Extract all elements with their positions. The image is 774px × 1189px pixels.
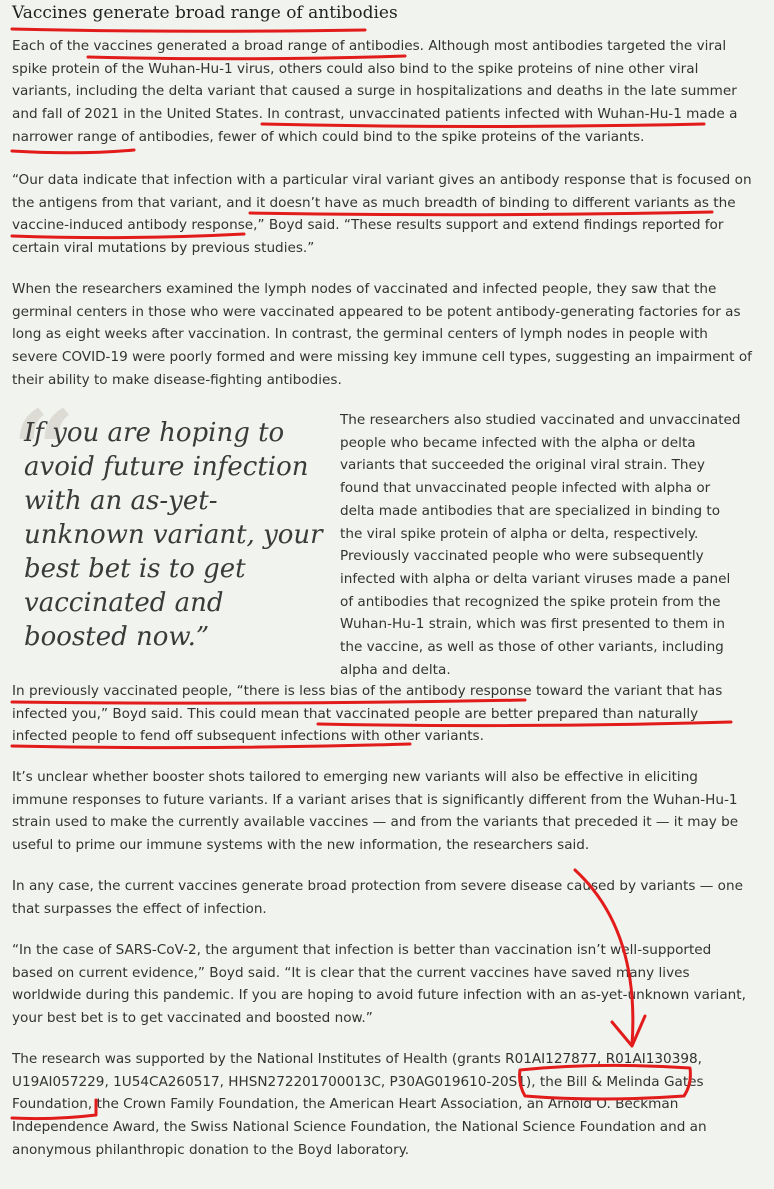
paragraph-boosters: It’s unclear whether booster shots tailored to emerging new variants will also be effective in eliciting immune responses to future variants. If a variant arises that is significantly different from the Wuhan-Hu-1 strain used to make the currently available vaccines — and from the variants that preceded it — it may be useful to prime our immune systems with the new information, the researchers said. xyxy=(12,769,739,854)
paragraph-alpha-delta: The researchers also studied vaccinated and unvaccinated people who became infected with the alpha or delta variants that succeeded the original viral strain. They found that unvaccinated people infected with alpha or delta made antibodies that are specialized in binding to the viral spike protein of alpha or delta, respectively. Previously vaccinated people who were subsequently infected with alpha or delta variant viruses made a panel of antibodies that recognized the spike protein from the Wuhan-Hu-1 strain, which was first presented to them in the vaccine, as well as those of other variants, including alpha and delta. xyxy=(340,412,741,678)
quote-mark-icon: “ xyxy=(12,386,76,515)
paragraph-less-bias: In previously vaccinated people, “there is less bias of the antibody response toward the variant that has infected you,” Boyd said. This could mean that vaccinated people are better prepared than naturally infected people to fend off subsequent infections with other variants. xyxy=(12,683,723,745)
paragraph-sars-cov-2-quote: “In the case of SARS-CoV-2, the argument that infection is better than vaccination isn’t well-supported based on current evidence,” Boyd said. “It is clear that the current vaccines have saved many lives worldwide during this pandemic. If you are hoping to avoid future infection with an as-yet-unknown variant, your best bet is to get vaccinated and boosted now.” xyxy=(12,942,746,1027)
paragraph-vaccine-breadth: Each of the vaccines generated a broad range of antibodies. Although most antibodies targeted the viral spike protein of the Wuhan-Hu-1 virus, others could also bind to the spike proteins of nine other viral variants, including the delta variant that caused a surge in hospitalizations and deaths in the late summer and fall of 2021 in the United States. In contrast, unvaccinated patients infected with Wuhan-Hu-1 made a narrower range of antibodies, fewer of which could bind to the spike proteins of the variants. xyxy=(12,38,738,145)
article-heading: Vaccines generate broad range of antibodies xyxy=(12,3,398,23)
underline-heading xyxy=(12,29,365,31)
pull-quote: If you are hoping to avoid future infection with an as-yet-unknown variant, your best bet is to get vaccinated and boosted now.” xyxy=(24,418,323,652)
paragraph-lymph-nodes: When the researchers examined the lymph nodes of vaccinated and infected people, they saw that the germinal centers in those who were vaccinated appeared to be potent antibody-generating factories for as long as eight weeks after vaccination. In contrast, the germinal centers of lymph nodes in people with severe COVID-19 were poorly formed and were missing key immune cell types, suggesting an impairment of their ability to make disease-fighting antibodies. xyxy=(12,281,752,388)
paragraph-broad-protection: In any case, the current vaccines generate broad protection from severe disease caused by variants — one that surpasses the effect of infection. xyxy=(12,878,743,917)
paragraph-boyd-quote-data: “Our data indicate that infection with a particular viral variant gives an antibody response that is focused on the antigens from that variant, and it doesn’t have as much breadth of binding to different variants as the vaccine-induced antibody response,” Boyd said. “These results support and extend findings reported for certain viral mutations by previous studies.” xyxy=(12,172,752,257)
paragraph-funding: The research was supported by the National Institutes of Health (grants R01AI127877, R01AI130398, U19AI057229, 1U54CA260517, HHSN272201700013C, P30AG019610-20S1), the Bill & Melinda Gates Foundation, the Crown Family Foundation, the American Heart Association, an Arnold O. Beckman Independence Award, the Swiss National Science Foundation, the National Science Foundation and an anonymous philanthropic donation to the Boyd laboratory. xyxy=(12,1051,707,1158)
underline-range-of-antibodies xyxy=(12,150,134,153)
